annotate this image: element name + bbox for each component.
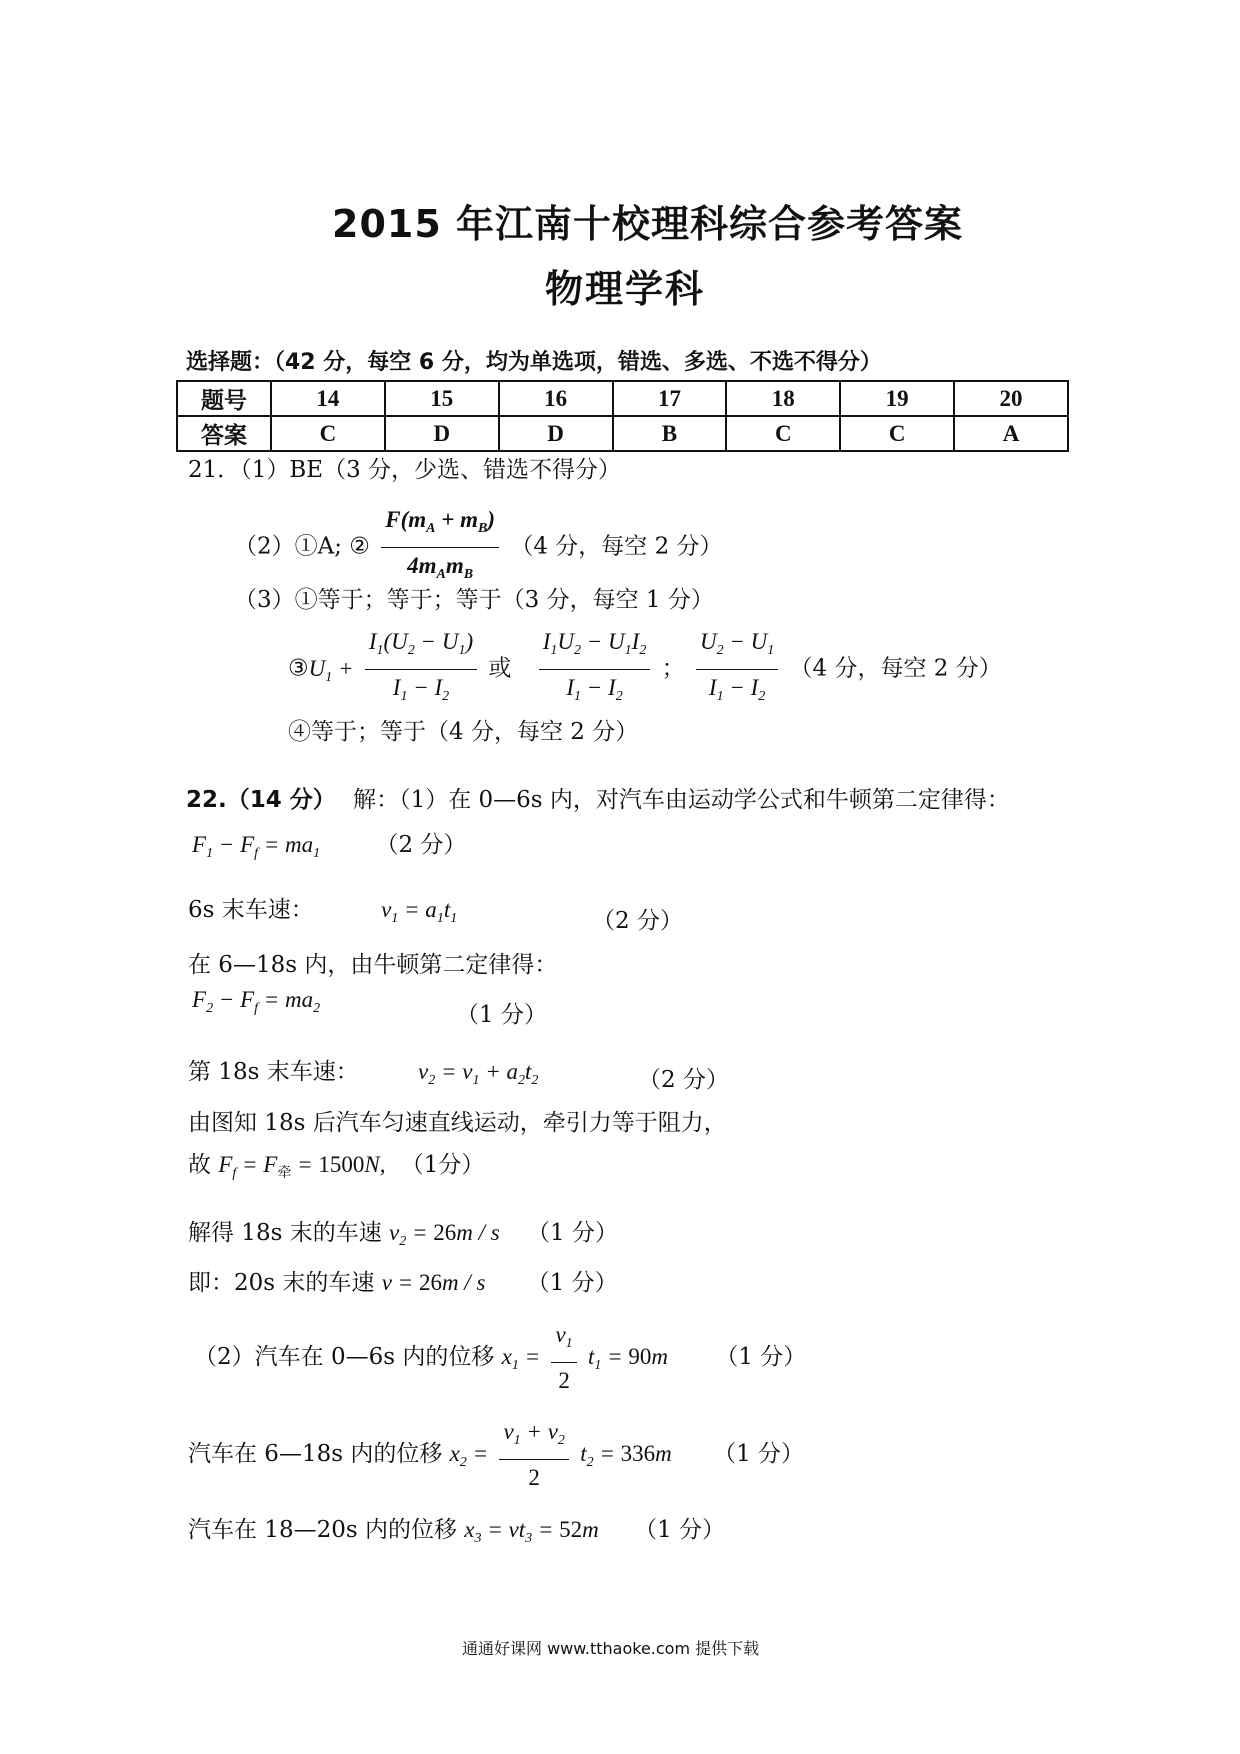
q22-frac-v1: $\frac{v_1}{2}$: [551, 1320, 576, 1396]
answer-cell: B: [613, 416, 727, 451]
q22-l6-score: （1分）: [400, 1152, 485, 1178]
q21-part2: [234, 505, 723, 590]
q21-formula-emf-b: $\frac{I_1U_2 - U_1I_2}{I_1 - I_2}$: [539, 627, 651, 712]
q22-l8: 即：20s 末的车速 v = 26m / s （1 分）: [188, 1270, 618, 1296]
q22-l10-text: 汽车在 6—18s 内的位移: [188, 1441, 443, 1467]
answer-table: [176, 380, 1069, 452]
q22-l4-text: 第 18s 末车速：: [188, 1059, 359, 1085]
answer-cell: A: [954, 416, 1068, 451]
question-number: 16: [499, 381, 613, 416]
question-number: 19: [840, 381, 954, 416]
question-number: 14: [271, 381, 385, 416]
q21-item3-label: ③: [288, 655, 309, 682]
q22-frac-v1v2: $\frac{v_1 + v_2}{2}$: [499, 1417, 568, 1493]
q22-l4-score: （2 分）: [638, 1067, 729, 1093]
q22-eq3: $F_2 - F_f = ma_2$: [192, 987, 321, 1016]
q22-l3: 在 6—18s 内，由牛顿第二定律得：: [188, 952, 558, 978]
q22-l10: 汽车在 6—18s 内的位移 $x_2$ = $\frac{v_1 + v_2}{2}$ $t_2 = 336m$ （1 分）: [188, 1417, 804, 1493]
q21-formula-resistance: $\frac{U_2 - U_1}{I_1 - I_2}$: [696, 627, 778, 712]
q21-part2-score: （4 分，每空 2 分）: [510, 533, 723, 560]
q21-part3-score: （4 分，每空 2 分）: [789, 655, 1002, 682]
q21-part3: （3）①等于；等于；等于（3 分，每空 1 分）: [234, 587, 714, 613]
q21-or: 或: [488, 655, 512, 682]
q22-l6: 故 $F_f = F_牵 = 1500N$, （1分）: [188, 1152, 485, 1181]
q22-l10-score: （1 分）: [713, 1441, 805, 1467]
answer-cell: D: [385, 416, 499, 451]
q22-l4: 第 18s 末车速： $v_2 = v_1 + a_2t_2$: [188, 1059, 539, 1088]
q22-l7: 解得 18s 末的车速 $v_2 = 26m / s$ （1 分）: [188, 1220, 618, 1249]
answer-cell: C: [726, 416, 840, 451]
q21-part2-prefix: （2）①A; ②: [234, 533, 370, 560]
question-number: 17: [613, 381, 727, 416]
question-number: 18: [726, 381, 840, 416]
q21-part4: ④等于；等于（4 分，每空 2 分）: [288, 719, 639, 745]
row-head-number: 题号: [177, 381, 271, 416]
page-title: 2015 年江南十校理科综合参考答案: [332, 202, 963, 246]
choice-intro: 选择题：（42 分，每空 6 分，均为单选项，错选、多选、不选不得分）: [186, 350, 882, 375]
page-subtitle: 物理学科: [545, 267, 706, 311]
q22-eq3-score: （1 分）: [456, 1002, 547, 1028]
question-number: 20: [954, 381, 1068, 416]
row-head-answer: 答案: [177, 416, 271, 451]
question-number: 15: [385, 381, 499, 416]
q22-eq1: $F_1 - F_f = ma_1$ （2 分）: [192, 832, 467, 861]
q21-formula-force: $\frac{F(m_A + m_B)}{4m_Am_B}$: [381, 505, 499, 590]
q22-l2: 6s 末车速： $v_1 = a_1t_1$: [188, 897, 458, 926]
q21-part3-formulas: $③U_1$ + $\frac{I_1(U_2 - U_1)}{I_1 - I_2}$ 或 $\frac{I_1U_2 - U_1I_2}{I_1 - I_2}$ ； $\frac{U_2 - U_1}{I_1 - I_2}$ （4 分，每空 2 分）: [288, 627, 1002, 712]
q21-sep: ；: [661, 655, 685, 682]
q22-l7-score: （1 分）: [527, 1220, 618, 1246]
q22-intro: 解：（1）在 0—6s 内，对汽车由运动学公式和牛顿第二定律得：: [353, 787, 1010, 813]
footer-source: 通通好课网 www.tthaoke.com 提供下载: [462, 1639, 760, 1658]
q22-eq1-score: （2 分）: [375, 832, 467, 858]
q22-l5: 由图知 18s 后汽车匀速直线运动，牵引力等于阻力，: [188, 1110, 727, 1136]
q22-l8-text: 即：20s 末的车速: [188, 1270, 375, 1296]
q22-l9: （2）汽车在 0—6s 内的位移 $x_1$ = $\frac{v_1}{2}$ $t_1 = 90m$ （1 分）: [194, 1320, 806, 1396]
q22-l6-text: 故: [188, 1152, 211, 1178]
q22-heading: 22.（14 分）: [186, 787, 336, 813]
q22-l9-text: （2）汽车在 0—6s 内的位移: [194, 1344, 495, 1370]
table-row-answers: [177, 416, 1068, 451]
q22-l9-score: （1 分）: [715, 1344, 807, 1370]
q22-line-intro: [186, 785, 1010, 815]
q22-l2-score: （2 分）: [592, 908, 683, 934]
q22-l11-text: 汽车在 18—20s 内的位移: [188, 1517, 457, 1543]
q22-l2-text: 6s 末车速：: [188, 897, 314, 923]
q22-l7-text: 解得 18s 末的车速: [188, 1220, 382, 1246]
q22-l11: 汽车在 18—20s 内的位移 $x_3 = vt_3 = 52m$ （1 分）: [188, 1517, 726, 1546]
q21-part1: 21．（1）BE（3 分，少选、错选不得分）: [188, 457, 622, 483]
table-row-numbers: [177, 381, 1068, 416]
answer-cell: C: [271, 416, 385, 451]
answer-cell: C: [840, 416, 954, 451]
q22-l8-score: （1 分）: [526, 1270, 618, 1296]
q22-l11-score: （1 分）: [634, 1517, 726, 1543]
answer-cell: D: [499, 416, 613, 451]
q21-formula-emf-a: $\frac{I_1(U_2 - U_1)}{I_1 - I_2}$: [365, 627, 477, 712]
